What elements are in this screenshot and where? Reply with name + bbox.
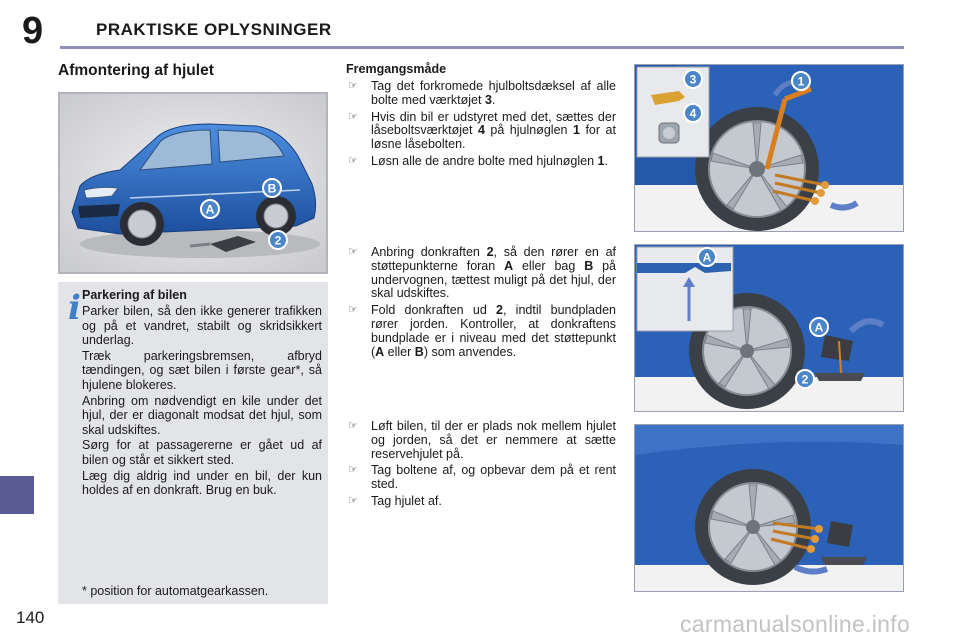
marker-a-inset-label: A <box>702 250 712 265</box>
info-paragraphs <box>82 304 322 499</box>
header-rule <box>60 46 904 49</box>
step-item: ☞ Tag det forkromede hjulboltsdæksel af alle bolte med værktøjet 3. <box>348 79 616 107</box>
marker-a <box>201 200 219 218</box>
info-title: Parkering af bilen <box>82 288 187 302</box>
info-paragraph: Sørg for at passagererne er gået ud af bilen og står et sikkert sted. <box>82 438 322 467</box>
marker-b <box>263 179 281 197</box>
step-item: ☞ Fold donkraften ud 2, indtil bundpladen rører jorden. Kontroller, at donkraftens bundplade er i niveau med det støttepunkt (A eller B) som anvendes. <box>348 303 616 359</box>
pointing-hand-icon: ☞ <box>348 80 358 92</box>
step-item: ☞ Tag hjulet af. <box>348 493 442 508</box>
marker-a-jack-label: A <box>814 320 824 335</box>
section-title: Afmontering af hjulet <box>58 62 214 79</box>
chapter-number: 9 <box>22 10 44 52</box>
watermark: carmanualsonline.info <box>680 611 911 637</box>
step-item: ☞ Tag boltene af, og opbevar dem på et rent sted. <box>348 463 616 492</box>
photo-jack-drawing <box>635 245 903 411</box>
marker-1 <box>792 72 810 90</box>
marker-1-label: 1 <box>797 74 805 89</box>
photo-remove-bolts-drawing <box>635 425 903 591</box>
step-list-1 <box>346 80 616 172</box>
marker-2 <box>269 231 287 249</box>
step-item: ☞ Løft bilen, til der er plads nok mellem hjulet og jorden, så det er nemmere at sætte reservehjulet på. <box>348 419 616 461</box>
info-box <box>58 282 328 604</box>
pointing-hand-icon: ☞ <box>348 494 358 507</box>
marker-2-label: 2 <box>274 233 282 248</box>
info-paragraph: Parker bilen, så den ikke generer trafikken og på et vandret, stabilt og skridsikkert underlag. <box>82 304 322 348</box>
step-list-2 <box>346 246 616 362</box>
photo-remove-bolts <box>634 424 904 592</box>
marker-2-jack-label: 2 <box>801 372 809 387</box>
chapter-title: PRAKTISKE OPLYSNINGER <box>96 20 332 39</box>
marker-3-label: 3 <box>689 72 697 87</box>
photo-jack <box>634 244 904 412</box>
pointing-hand-icon: ☞ <box>348 154 358 167</box>
step-item: ☞ Hvis din bil er udstyret med det, sættes der låseboltsværktøjet 4 på hjulnøglen 1 for at løsne låsebolten. <box>348 109 616 152</box>
marker-2-jack <box>796 370 814 388</box>
car-illustration <box>58 92 328 274</box>
info-paragraph: Læg dig aldrig ind under en bil, der kun holdes af en donkraft. Brug en buk. <box>82 468 322 498</box>
pointing-hand-icon: ☞ <box>348 420 358 432</box>
marker-a-jack <box>810 318 828 336</box>
photo-wrench <box>634 64 904 232</box>
info-icon: i <box>68 288 81 328</box>
chapter-side-tab <box>0 476 34 514</box>
marker-a-inset <box>698 248 716 266</box>
step-list-3 <box>346 420 616 512</box>
pointing-hand-icon: ☞ <box>348 304 358 317</box>
photo-wrench-drawing <box>635 65 903 231</box>
pointing-hand-icon: ☞ <box>348 464 358 477</box>
page-number: 140 <box>16 608 45 627</box>
pointing-hand-icon: ☞ <box>348 246 358 258</box>
marker-4-label: 4 <box>689 106 697 121</box>
marker-3 <box>684 70 702 88</box>
car-drawing <box>60 94 326 272</box>
marker-a-label: A <box>205 202 215 217</box>
pointing-hand-icon: ☞ <box>348 110 358 123</box>
info-footnote: * position for automatgearkassen. <box>82 584 269 598</box>
procedure-title: Fremgangsmåde <box>346 62 447 76</box>
marker-4 <box>684 104 702 122</box>
info-paragraph: Anbring om nødvendigt en kile under det hjul, der er diagonalt modsat det hjul, som skal udskiftes. <box>82 393 322 437</box>
step-item: ☞ Løsn alle de andre bolte med hjulnøglen 1. <box>348 153 608 168</box>
info-paragraph: Træk parkeringsbremsen, afbryd tændingen, og sæt bilen i første gear*, så hjulene blokeres. <box>82 348 322 392</box>
marker-b-label: B <box>267 181 277 196</box>
step-item: ☞ Anbring donkraften 2, så den rører en af støttepunkterne foran A eller bag B på undervognen, tættest muligt på det hjul, der skal udskiftes. <box>348 245 616 301</box>
